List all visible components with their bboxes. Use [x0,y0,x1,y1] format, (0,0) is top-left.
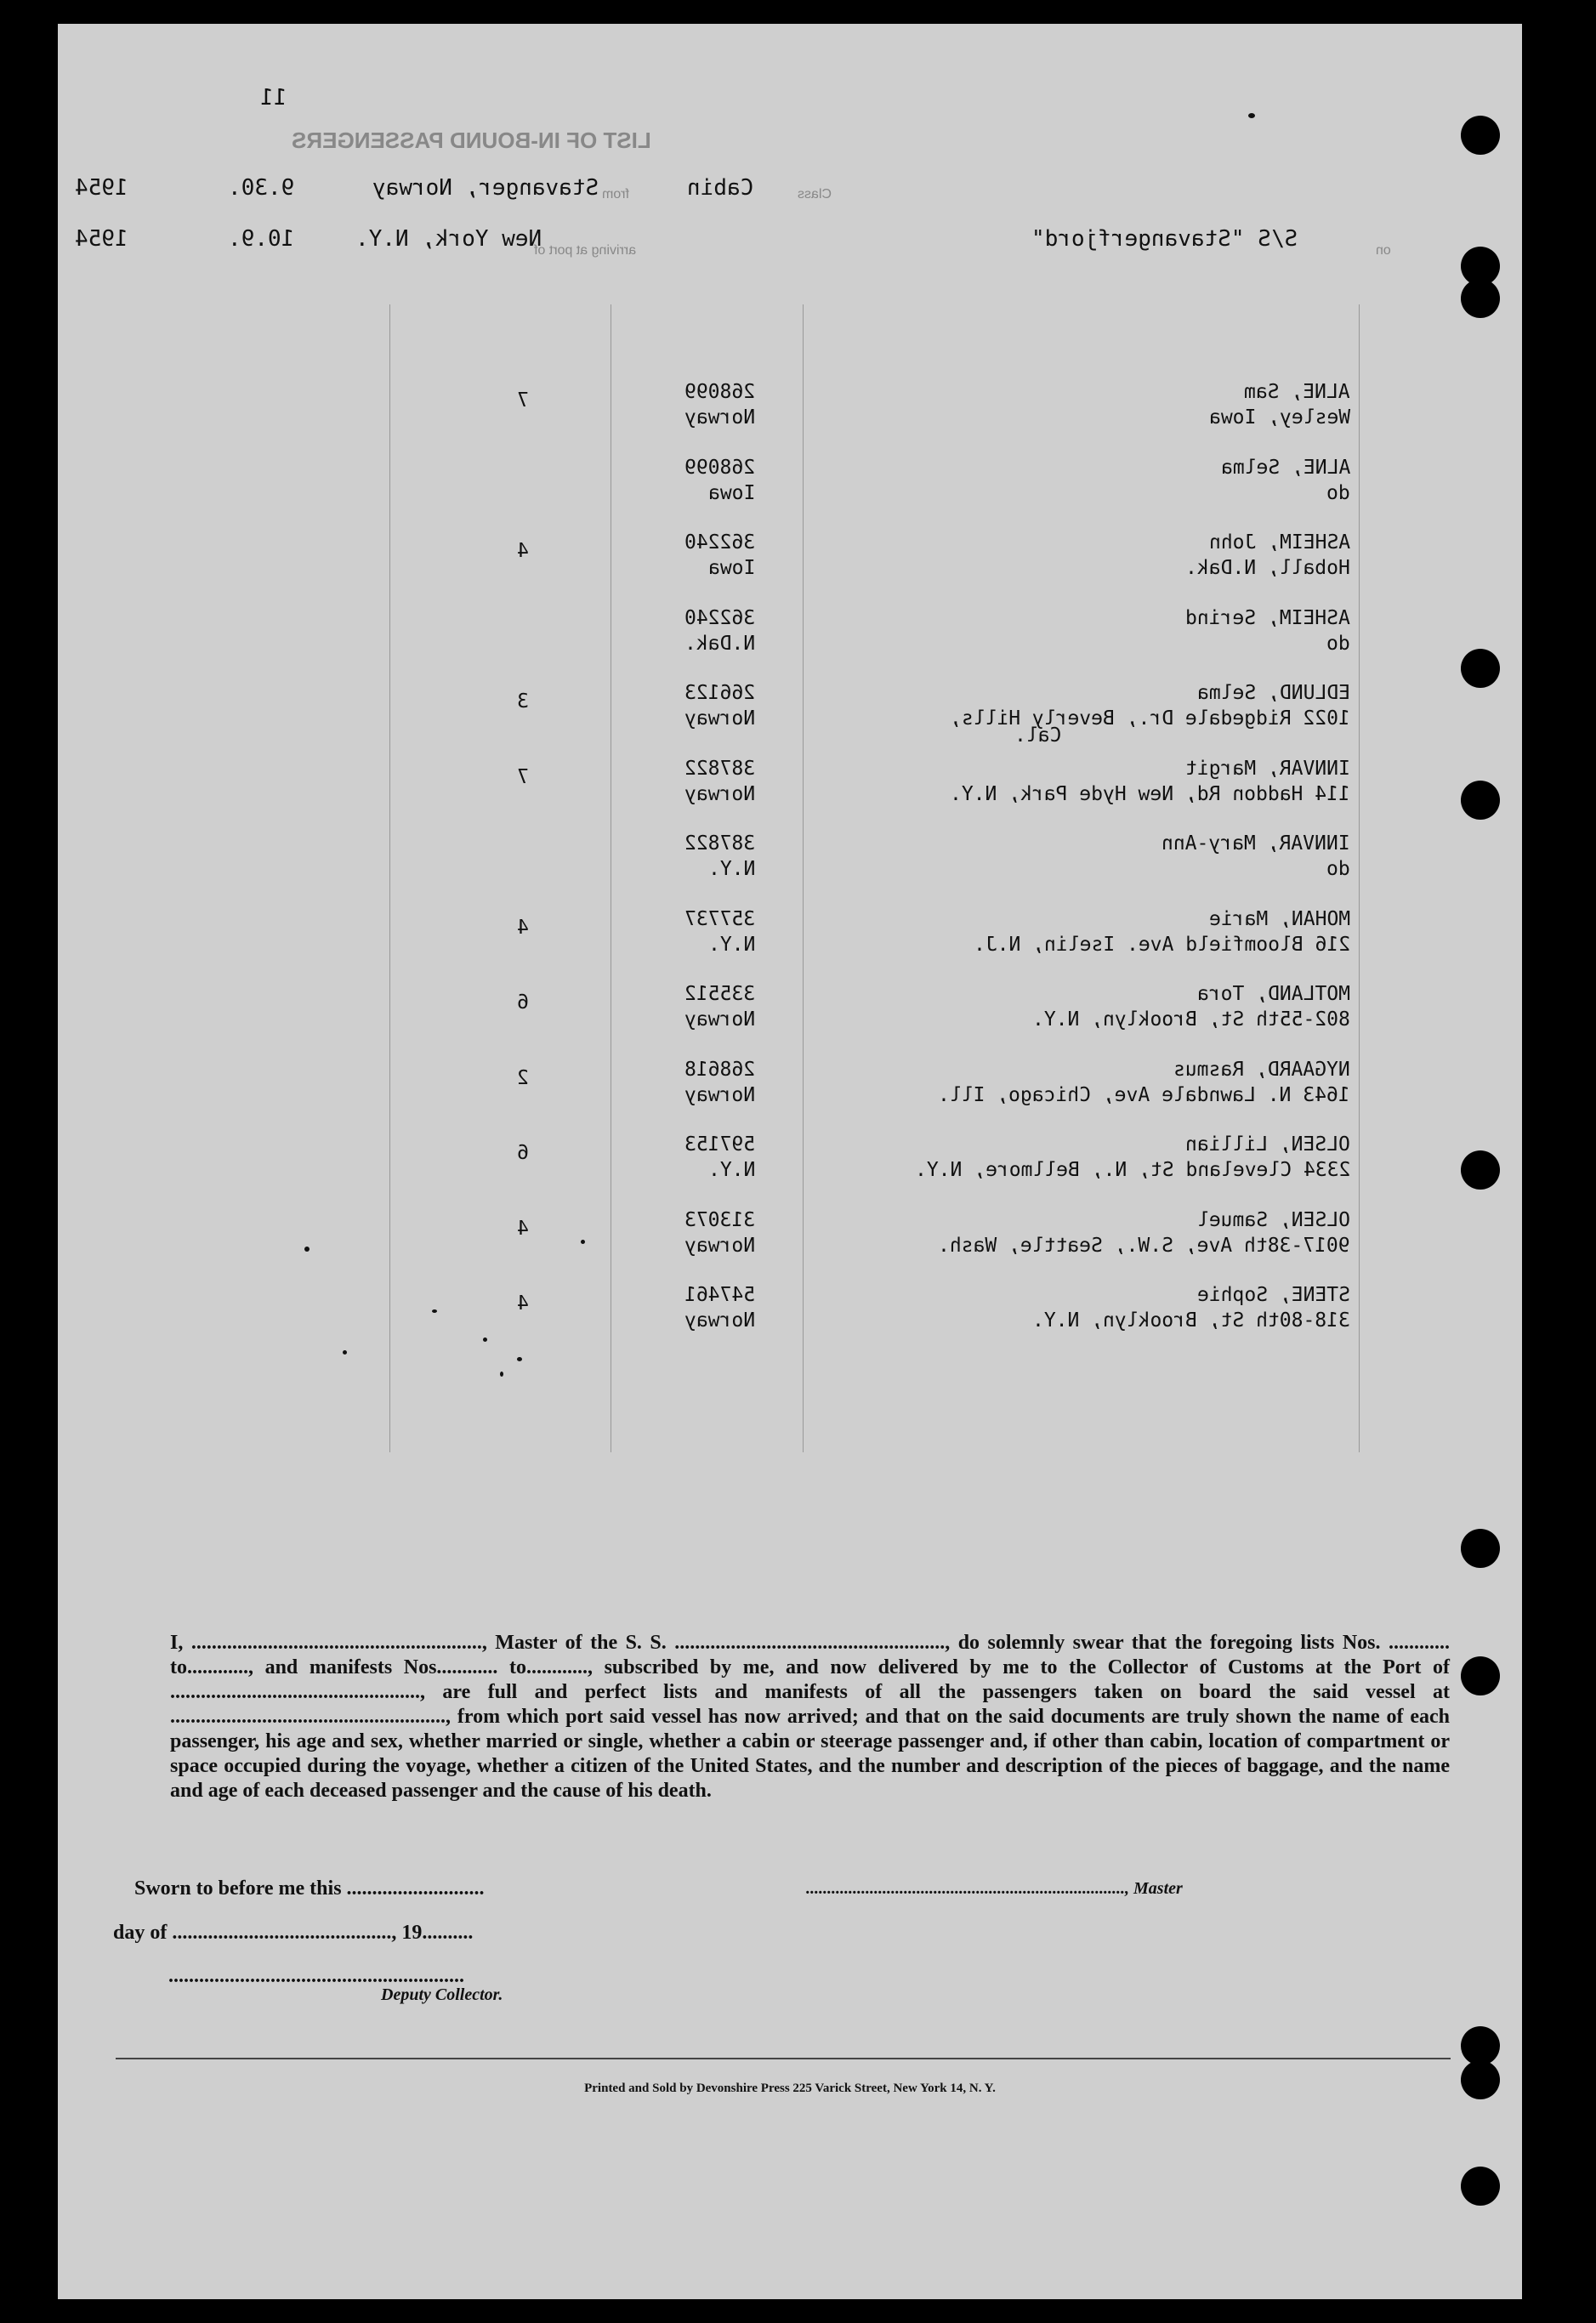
passenger-citizenship: Iowa [707,557,755,579]
passenger-address: do [1326,858,1350,880]
ink-speck [500,1372,503,1377]
passport-citizenship [653,831,755,882]
binder-hole [1461,279,1500,318]
passenger-citizenship: N.Y. [707,1159,755,1181]
arriving-label: arriving at port of [534,243,637,258]
passenger-name-address [810,906,1350,957]
passenger-days: 6 [517,1142,529,1164]
passenger-name: MOTLAND, Tora [1196,983,1350,1005]
binder-hole [1461,781,1500,820]
passport-citizenship [653,530,755,581]
ink-speck [1248,113,1255,118]
passenger-name-address [810,379,1350,430]
passenger-passport: 362240 [684,531,755,554]
passenger-days: 4 [517,1292,529,1315]
ink-speck [432,1309,437,1313]
passenger-citizenship: Norway [684,782,755,805]
deputy-signature-line: .......................................................... [168,1965,464,1987]
passenger-passport: 266123 [684,682,755,704]
passport-citizenship [653,1207,755,1258]
deputy-collector-label: Deputy Collector. [381,1985,503,2004]
sworn-line: Sworn to before me this ........................... [134,1877,485,1900]
passenger-passport: 362240 [684,606,755,629]
arrival-date: 10.9. [228,226,295,252]
binder-hole [1461,1150,1500,1190]
class-value: Cabin [687,175,754,201]
passenger-days: 7 [517,389,529,412]
on-label: on [1376,243,1391,258]
passenger-name: ALNE, Sam [1244,381,1350,403]
passenger-name: NYGAARD, Rasmus [1173,1058,1350,1081]
passenger-passport: 268099 [684,381,755,403]
passenger-name: OLSEN, Lillian [1185,1133,1350,1156]
passenger-name-address [810,680,1350,748]
departure-year: 1954 [75,175,128,201]
passenger-address: 216 Bloomfield Ave. Iselin, N.J. [973,933,1350,956]
passenger-citizenship: Norway [684,1234,755,1257]
passenger-name-address [810,981,1350,1032]
binder-hole [1461,1529,1500,1568]
passenger-citizenship: Norway [684,1083,755,1106]
passenger-citizenship: Norway [684,1008,755,1031]
day-of-line: day of ..........................................., 19.......... [113,1922,474,1944]
passenger-address: 802-55th St, Brooklyn, N.Y. [1032,1008,1350,1031]
from-label: from [602,187,629,202]
ink-speck [581,1240,585,1244]
passenger-name: ASHEIM, Serind [1185,606,1350,629]
passenger-passport: 357737 [684,907,755,930]
passenger-passport: 387822 [684,757,755,780]
passenger-citizenship: Norway [684,1309,755,1332]
passport-citizenship [653,379,755,430]
passport-citizenship [653,455,755,506]
binder-hole [1461,1656,1500,1695]
passenger-passport: 268618 [684,1058,755,1081]
passenger-name-address [810,530,1350,581]
passenger-days: 4 [517,916,529,939]
passenger-address: 114 Haddon Rd, New Hyde Park, N.Y. [950,782,1350,805]
passenger-name: INNVAR, Mary-Ann [1162,832,1350,855]
master-signature-line: ..........................................................................., Master [806,1879,1183,1898]
passenger-days: 4 [517,540,529,562]
passenger-address: Wesley, Iowa [1208,406,1350,429]
passenger-citizenship: N.Dak. [684,632,755,655]
passenger-name: INNVAR, Margit [1185,757,1350,780]
passenger-passport: 597153 [684,1133,755,1156]
passenger-name-address [810,756,1350,807]
class-label: Class [798,187,832,202]
list-number: 11 [260,85,287,111]
passenger-name-address [810,1057,1350,1108]
binder-hole [1461,649,1500,688]
passenger-days: 2 [517,1066,529,1089]
passenger-citizenship: Iowa [707,481,755,504]
departure-port: Stavanger, Norway [372,175,599,201]
passenger-days: 6 [517,991,529,1014]
ink-speck [343,1350,347,1355]
passenger-name: ALNE, Selma [1220,456,1350,479]
departure-date: 9.30. [228,175,295,201]
passenger-address: 318-80th St, Brooklyn, N.Y. [1032,1309,1350,1332]
passenger-address: Hoball, N.Dak. [1185,557,1350,579]
certification-text: I, ........................................................., Master of the S. S. ....................................................., do solemnly swear that the foregoing lists Nos. ............ to............, and manifests Nos............ to............, subscribed by me, and now delivered by me to the Collector of Customs at the Port of ................................................., are full and perfect lists and manifests of all the passengers taken on board the said vessel at ......................................................, from which port said vessel has now arrived; and that on the said documents are truly shown the name of each passenger, his age and sex, whether married or single, whether a cabin or steerage passenger and, if other than cabin, location of compartment or space occupied during the voyage, whether a citizen of the United States, and the number and description of the pieces of baggage, and the name and age of each deceased passenger and the cause of his death. [170,1632,1450,1802]
passenger-address: do [1326,632,1350,655]
passenger-days: 7 [517,765,529,788]
ink-speck [483,1338,487,1342]
passenger-name-address [810,455,1350,506]
passenger-passport: 268099 [684,456,755,479]
passport-citizenship [653,1132,755,1183]
passport-citizenship [653,1282,755,1333]
column-rule [1359,304,1360,1452]
binder-hole [1461,116,1500,155]
passenger-address: 1643 N. Lawndale Ave, Chicago, Ill. [938,1083,1350,1106]
passport-citizenship [653,605,755,656]
passport-citizenship [653,680,755,731]
ink-speck [517,1357,522,1361]
printer-imprint: Printed and Sold by Devonshire Press 225 Varick Street, New York 14, N. Y. [584,2082,996,2095]
footer-rule [116,2058,1451,2059]
passenger-address: 2334 Cleveland St, N., Bellmore, N.Y. [914,1159,1350,1181]
passport-citizenship [653,756,755,807]
passport-citizenship [653,906,755,957]
passenger-name: STENE, Sophie [1196,1284,1350,1306]
arrival-year: 1954 [75,226,128,252]
form-title: LIST OF IN-BOUND PASSENGERS [292,128,651,153]
passenger-name-address [810,831,1350,882]
arrival-port: New York, N.Y. [355,226,542,252]
passenger-name-address [810,605,1350,656]
passenger-citizenship: Norway [684,406,755,429]
passenger-citizenship: N.Y. [707,933,755,956]
passenger-address: do [1326,481,1350,504]
passport-citizenship [653,1057,755,1108]
passport-citizenship [653,981,755,1032]
passenger-address: 9017-38th Ave, S.W., Seattle, Wash. [938,1234,1350,1257]
passenger-citizenship: Norway [684,707,755,730]
column-rule [389,304,390,1452]
passenger-days: 4 [517,1217,529,1240]
ink-speck [304,1247,310,1252]
manifest-page [58,24,1522,2299]
passenger-citizenship: N.Y. [707,858,755,880]
passenger-name-address [810,1207,1350,1258]
passenger-name-address [810,1132,1350,1183]
passenger-passport: 387822 [684,832,755,855]
passenger-name: OLSEN, Samuel [1196,1208,1350,1231]
passenger-passport: 547461 [684,1284,755,1306]
column-rule [803,304,804,1452]
passenger-name: ASHEIM, John [1208,531,1350,554]
passenger-days: 3 [517,690,529,713]
binder-hole [1461,2167,1500,2206]
passenger-passport: 335512 [684,983,755,1005]
passenger-address: 1022 Ridgedale Dr., Beverly Hills, [950,707,1350,730]
vessel-name: S/S "Stavangerfjord" [1031,226,1298,252]
passenger-name: MOHAN, Marie [1208,907,1350,930]
passenger-name: EDLUND, Selma [1196,682,1350,704]
passenger-address-line2: Cal. [1014,724,1061,747]
passenger-passport: 313073 [684,1208,755,1231]
passenger-name-address [810,1282,1350,1333]
